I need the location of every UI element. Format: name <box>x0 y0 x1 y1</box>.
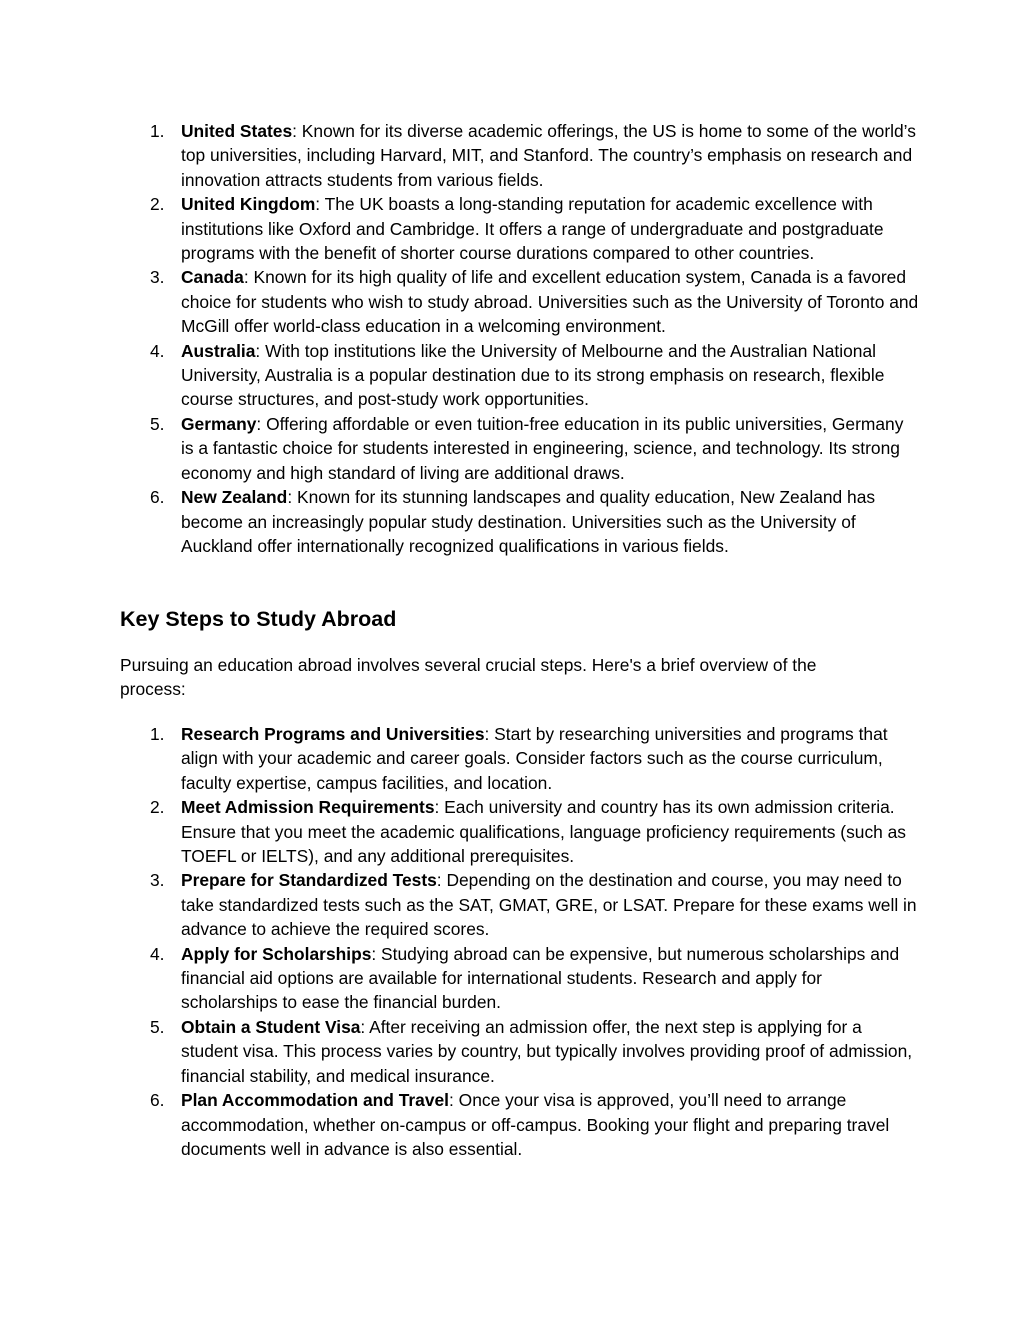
list-number: 1. <box>150 121 165 141</box>
list-number: 6. <box>150 1090 165 1111</box>
list-number: 2. <box>150 797 165 818</box>
list-number: 5. <box>150 1016 165 1037</box>
list-term: Prepare for Standardized Tests <box>181 870 437 891</box>
list-term: Australia <box>181 340 256 361</box>
list-item <box>120 1088 920 1161</box>
list-text: : Once your visa is approved, you’ll need to arrange accommodation, whether on-campus or off-campus. Booking your flight and preparing travel documents well in advance is also essential. <box>181 1090 890 1159</box>
list-term: New Zealand <box>181 487 288 508</box>
list-text: : With top institutions like the University of Melbourne and the Australian National University, Australia is a popular destination due to its strong emphasis on research, flexible course structures, and post-study work opportunities. <box>181 340 885 410</box>
list-item <box>120 868 920 941</box>
list-number: 4. <box>150 943 165 964</box>
list-term: Canada <box>181 267 244 288</box>
list-number: 3. <box>150 267 165 288</box>
list-text: : Known for its stunning landscapes and quality education, New Zealand has become an increasingly popular study destination. Universities such as the University of Auckland offer internationally recognized qualifications in various fields. <box>181 487 876 556</box>
study-steps-list <box>120 722 920 1161</box>
list-term: Apply for Scholarships <box>181 943 372 964</box>
list-term: United Kingdom <box>181 194 316 215</box>
list-item <box>120 942 920 1015</box>
list-item <box>120 412 920 485</box>
list-term: Germany <box>181 413 257 434</box>
list-term: Research Programs and Universities <box>181 724 485 744</box>
list-text: : Known for its high quality of life and excellent education system, Canada is a favored choice for students who wish to study abroad. Universities such as the University of Toronto and McGill offer world-class education in a welcoming environment. <box>181 267 919 337</box>
list-text: : Each university and country has its own admission criteria. Ensure that you meet the academic qualifications, language proficiency requirements (such as TOEFL or IELTS), and any additional prerequisites. <box>181 797 907 867</box>
list-term: Meet Admission Requirements <box>181 797 435 818</box>
list-item <box>120 192 920 265</box>
list-number: 4. <box>150 340 165 361</box>
list-term: Plan Accommodation and Travel <box>181 1090 450 1111</box>
list-number: 2. <box>150 194 165 215</box>
list-term: Obtain a Student Visa <box>181 1016 361 1037</box>
list-text: : Known for its diverse academic offerings, the US is home to some of the world’s top universities, including Harvard, MIT, and Stanford. The country’s emphasis on research and innovation attracts students from various fields. <box>181 121 916 190</box>
section-heading: Key Steps to Study Abroad <box>120 607 397 631</box>
list-number: 3. <box>150 870 165 891</box>
list-item <box>120 119 920 192</box>
list-text: : The UK boasts a long-standing reputation for academic excellence with institutions like Oxford and Cambridge. It offers a range of undergraduate and postgraduate programs with the benefit of shorter course durations compared to other countries. <box>181 194 884 264</box>
list-term: United States <box>181 121 293 141</box>
list-item <box>120 1015 920 1088</box>
list-text: : Studying abroad can be expensive, but numerous scholarships and financial aid options are available for international students. Research and apply for scholarships to ease the financial burden. <box>181 943 900 1013</box>
list-item <box>120 485 920 558</box>
list-item <box>120 722 920 795</box>
list-text: : Start by researching universities and programs that align with your academic and career goals. Consider factors such as the course curriculum, faculty expertise, campus facilities, and location. <box>181 724 888 793</box>
list-text: : Depending on the destination and course, you may need to take standardized tests such as the SAT, GMAT, GRE, or LSAT. Prepare for these exams well in advance to achieve the required scores. <box>181 870 917 940</box>
list-text: : After receiving an admission offer, the next step is applying for a student visa. This process varies by country, but typically involves providing proof of admission, financial stability, and medical insurance. <box>181 1016 913 1086</box>
list-item <box>120 265 920 338</box>
list-item <box>120 795 920 868</box>
list-number: 6. <box>150 487 165 508</box>
list-number: 1. <box>150 724 165 744</box>
list-text: : Offering affordable or even tuition-free education in its public universities, Germany is a fantastic choice for students interested in engineering, science, and technology. Its strong economy and high standard of living are additional draws. <box>181 413 904 483</box>
intro-paragraph: Pursuing an education abroad involves several crucial steps. Here's a brief overview of the process: <box>120 655 817 700</box>
list-item <box>120 339 920 412</box>
list-number: 5. <box>150 413 165 434</box>
study-destinations-list <box>120 119 920 558</box>
